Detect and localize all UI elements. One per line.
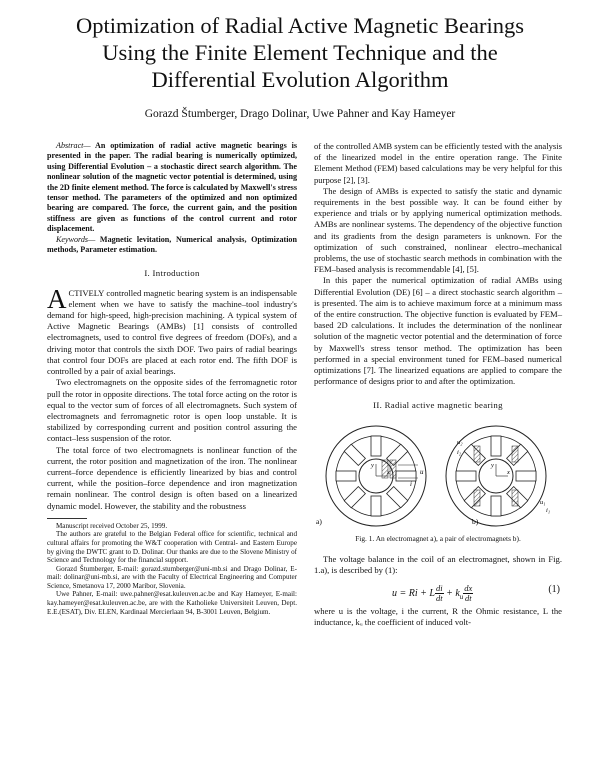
intro-paragraph-1-text: CTIVELY controlled magnetic bearing system is an indispensable element when we have to satisfy the machine–tool industry's demand for high-speed, high-precision machining. A typical system of Active Magnetic Bearings (AMBs) [1] consists of controlled electromagnets, used to control five degrees of freedom (DOFs), and a driving motor that controls the sixth DOF. Two pairs of radial bearings that control four DOFs are placed at each rotor end. The fifth DOF is controlled by a pair of axial bearings. — [47, 287, 297, 377]
stator-b — [446, 426, 550, 526]
keywords-text: Magnetic levitation, Numerical analysis, Optimization methods, Parameter estimation. — [47, 234, 297, 255]
figure-label-a: a) — [316, 516, 322, 526]
intro-paragraph-2: Two electromagnets on the opposite sides of the ferromagnetic rotor pull the rotor in opposite directions. The total force acting on the rotor is equal to the vector sum of forces of all electromagnets. Such system of electromagnets and ferromagnetic rotor is open loop unstable. It is stabilized by corresponding current and position control assuring the contact–less suspension of the rotor. — [47, 377, 297, 444]
intro-paragraph-1 — [47, 283, 297, 378]
right-paragraph-4: where u is the voltage, i the current, R the Ohmic resistance, L the inductance, kᵤ the coefficient of induced volt- — [314, 606, 562, 628]
current-label-i2: i₂ — [457, 448, 462, 456]
footnote-acknowledgment: The authors are grateful to the Belgian Federal office for scientific, technical and cultural affairs for promoting the W&T cooperation with Central- and Eastern Europe by giving the DWTC grant to D. Dolinar. Our thanks are due to the Slovene Ministry of Science and Technology for the financial support. — [47, 530, 297, 565]
stator-a — [316, 426, 426, 526]
right-paragraph-0: of the controlled AMB system can be efficiently tested with the analysis of the linearized model in the entire operation range. The Finite Element Method (FEM) based calculations may be very helpful for this purpose [2], [3]. — [314, 141, 562, 185]
axis-label-x-a: x — [387, 468, 390, 476]
right-paragraph-1: The design of AMBs is expected to satisfy the static and dynamic requirements in the best possible way. It can be found either by experience and trials or by applying numerical optimization methods. AMBs are nonlinear systems. The dependency of the objective function and its gradients from the design parameters is unknown. For the optimization of such constrained, nonlinear electro–mechanical problems, the use of stochastic search methods in combination with the FEM–based analysis is recommendable [4], [5]. — [314, 185, 562, 275]
abstract — [47, 141, 297, 235]
left-column — [47, 141, 297, 616]
author-list: Gorazd Štumberger, Drago Dolinar, Uwe Pahner and Kay Hameyer — [144, 108, 456, 120]
axis-label-y-a: y — [371, 461, 374, 469]
eq-plus: + k — [443, 588, 460, 600]
figure-label-b: b) — [472, 516, 479, 526]
current-label-i: i — [410, 479, 412, 488]
abstract-label: Abstract— — [56, 141, 91, 150]
voltage-label-u2: u₂ — [457, 438, 463, 446]
eq-subscript: u — [459, 593, 464, 602]
axis-label-y-b: y — [491, 461, 494, 469]
eq-lhs: u = Ri + L — [392, 588, 435, 600]
voltage-label-u: u — [420, 467, 424, 476]
title-line-2: Using the Finite Element Technique and the — [102, 40, 498, 65]
fraction-di-dt: $\frac{di}{dt}$ — [435, 583, 443, 604]
footnote-rule — [47, 518, 87, 519]
figure-1-caption: Fig. 1. An electromagnet a), a pair of electromagnets b). — [355, 533, 521, 543]
current-label-i1: i₁ — [546, 506, 551, 514]
title-line-3: Differential Evolution Algorithm — [151, 67, 449, 92]
paper-title — [30, 12, 570, 93]
figure-1 — [314, 420, 562, 530]
intro-paragraph-3: The total force of two electromagnets is nonlinear function of the current, the rotor position and magnetization of the iron. The nonlinear current–force dependence is efficiently linearized by bias and control current, while the position–force dependence and iron magnetization remain nonlinear. The control design is often based on a linearized dynamic model. However, the stability and the robustness — [47, 444, 297, 511]
section-heading-radial-bearing: II. Radial active magnetic bearing — [373, 400, 503, 411]
right-paragraph-3: The voltage balance in the coil of an electromagnet, shown in Fig. 1.a), is described by (1): — [314, 553, 562, 576]
title-line-1: Optimization of Radial Active Magnetic Bearings — [75, 13, 524, 38]
equation-1-body — [392, 584, 473, 603]
abstract-text: An optimization of radial active magnetic bearings is presented in the paper. The radial bearing is numerically optimized, using Differential Evolution – a stochastic direct search algorithm. The nonlinear solution of the magnetic vector potential is determined, using the 2D finite element method. The force is calculated by Maxwell's stress tensor method. The parameters of the optimized and non optimized bearing are compared. The force, the current gain, and the position stiffness are given as functions of the control current and rotor displacement. — [47, 141, 297, 234]
coil-b-upper — [474, 446, 480, 462]
footnote-received: Manuscript received October 25, 1999. — [56, 521, 168, 530]
right-column — [314, 141, 562, 629]
footnote-affiliation-leuven: Uwe Pahner, E-mail: uwe.pahner@esat.kuleuven.ac.be and Kay Hameyer, E-mail: kay.hameyer@esat.kuleuven.ac.be, are with the Katholieke Universiteit Leuven, Dept. E.E.(ESAT), Div. ELEN, Kardinaal Mercierlaan 94, B-3001 Leuven, Belgium. — [47, 590, 297, 616]
equation-number: (1) — [548, 584, 560, 596]
keywords-label: Keywords— — [56, 234, 96, 244]
axis-label-x-b: x — [507, 468, 510, 476]
bearing-diagram — [314, 420, 562, 530]
keywords — [47, 235, 297, 256]
drop-cap: A — [47, 283, 67, 314]
fraction-dx-dt: $\frac{dx}{dt}$ — [464, 583, 473, 604]
voltage-label-u1: u₁ — [540, 498, 546, 506]
right-paragraph-2: In this paper the numerical optimization of radial AMBs using Differential Evolution (DE) [6] – a direct stochastic search algorithm – is presented. The aim is to achieve maximum force at a minimum mass of the entire construction. The objective function is evaluated by FEM–based 2D calculations. It includes the determination of the nonlinear solution of the magnetic vector potential and the determination of force by Maxwell's stress tensor method. The optimization has been performed in a special environment tuned for FEM–based numerical optimizations [7]. The linearized equations are applied to compare the performance of designs prior to and after the optimization. — [314, 275, 562, 387]
equation-1 — [314, 580, 562, 602]
footnote-affiliation-maribor: Gorazd Štumberger, E-mail: gorazd.stumberger@uni-mb.si and Drago Dolinar, E-mail: dolinar@uni-mb.si, are with the Faculty of Electrical Engineering and Computer Science, Smetanova 17, 2000 Maribor, Slovenia. — [47, 564, 297, 590]
coil-b-lower — [474, 490, 480, 506]
section-heading-introduction: I. Introduction — [144, 268, 200, 279]
